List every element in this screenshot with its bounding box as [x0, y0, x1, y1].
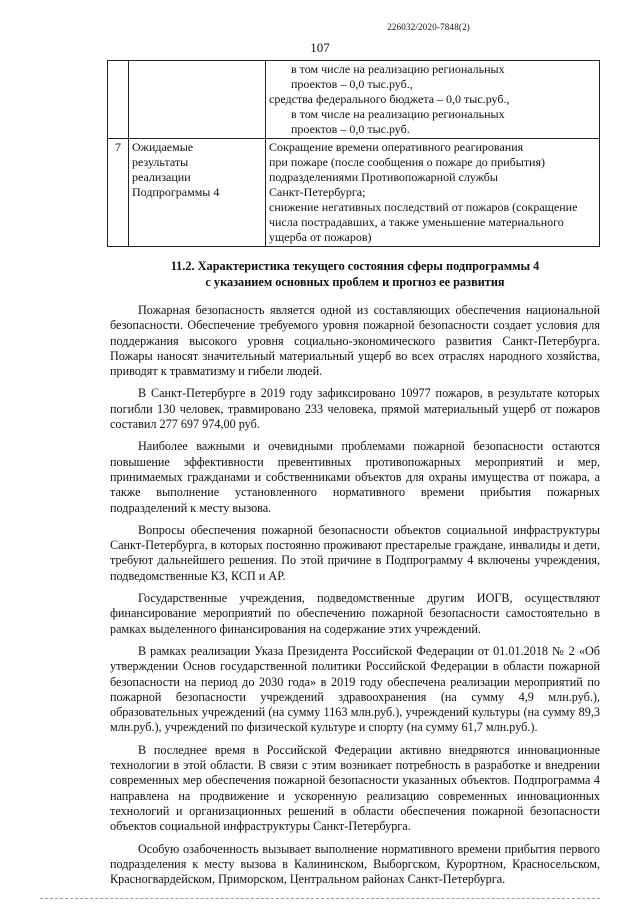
section-heading-line-2: с указанием основных проблем и прогноз ее развития: [205, 275, 505, 289]
cell-line: средства федерального бюджета – 0,0 тыс.руб.,: [269, 92, 510, 106]
table-cell-value: [266, 61, 600, 139]
page-number: 107: [310, 40, 330, 55]
section-heading: [110, 258, 600, 290]
table-cell-num: 7: [108, 139, 129, 247]
cell-line: в том числе на реализацию региональных: [291, 62, 505, 76]
cell-line: проектов – 0,0 тыс.руб.,: [291, 77, 413, 91]
paragraph: В рамках реализации Указа Президента Российской Федерации от 01.01.2018 № 2 «Об утверждении Основ государственной политики Российской Федерации в области пожарной безопасности на период до 2030 года» в 2019 году обеспечена реализации мероприятий по пожарной безопасности учреждений здравоохранения (на сумму 4,9 млн.руб.), образовательных учреждений (на сумму 1163 млн.руб.), учреждений культуры (на сумму 89,3 млн.руб.), учреждений по физической культуре и спорту (на сумму 61,7 млн.руб.).: [110, 643, 600, 735]
cell-line: подразделениями Противопожарной службы: [269, 170, 498, 184]
paragraph: Вопросы обеспечения пожарной безопасности объектов социальной инфраструктуры Санкт-Петербурга, в которых постоянно проживают престарелые граждане, инвалиды и дети, требуют дальнейшего решения. По этой причине в Подпрограмму 4 включены учреждения, подведомственные КЗ, КСП и АР.: [110, 522, 600, 583]
section-heading-line-1: 11.2. Характеристика текущего состояния сферы подпрограммы 4: [170, 259, 540, 273]
paragraph: В Санкт-Петербурге в 2019 году зафиксировано 10977 пожаров, в результате которых погибли 130 человек, травмировано 233 человека, прямой материальный ущерб от пожаров составил 277 697 974,00 руб.: [110, 386, 600, 432]
cell-line: ущерба от пожаров): [269, 230, 372, 244]
table-cell-label: [129, 139, 266, 247]
paragraph: Особую озабоченность вызывает выполнение нормативного времени прибытия первого подразделения к месту вызова в Калининском, Выборгском, Курортном, Красносельском, Красногвардейском, Приморском, Центральном районах Санкт-Петербурга.: [110, 841, 600, 887]
cell-line: при пожаре (после сообщения о пожаре до прибытия): [269, 155, 545, 169]
cell-line: в том числе на реализацию региональных: [291, 107, 505, 121]
table-cell-num: [108, 61, 129, 139]
subprogram-passport-table: [107, 60, 600, 247]
label-line: Ожидаемые: [132, 140, 194, 154]
paragraph: В последнее время в Российской Федерации активно внедряются инновационные технологии в этой области. В связи с этим возникает потребность в разработке и внедрении современных мер обеспечения пожарной безопасности указанных объектов. Подпрограмма 4 направлена на продвижение и ускоренную реализацию современных инновационных технологий и организационных решений в области обеспечения пожарной безопасности объектов социальной инфраструктуры Санкт-Петербурга.: [110, 742, 600, 834]
section-body: [110, 303, 600, 894]
table-cell-label: [129, 61, 266, 139]
paragraph: Пожарная безопасность является одной из составляющих обеспечения национальной безопасности. Обеспечение требуемого уровня пожарной безопасности создает условия для поддержания высокого уровня социально-экономического развития Санкт-Петербурга. Пожары наносят значительный материальный ущерб во всех отраслях народного хозяйства, приводят к травматизму и гибели людей.: [110, 303, 600, 379]
paragraph: Наиболее важными и очевидными проблемами пожарной безопасности остаются повышение эффективности превентивных противопожарных мероприятий и мер, принимаемых гражданами и собственниками объектов для охраны имущества от пожара, а также выполнение установленного нормативного времени прибытия пожарных подразделений к месту вызова.: [110, 439, 600, 515]
table-row: [108, 61, 600, 139]
paragraph: Государственные учреждения, подведомственные другим ИОГВ, осуществляют финансирование мероприятий по обеспечению пожарной безопасности самостоятельно в рамках выделенного финансирования на содержание этих учреждений.: [110, 591, 600, 636]
document-number: 226032/2020-7848(2): [387, 22, 470, 32]
cell-line: снижение негативных последствий от пожаров (сокращение: [269, 200, 578, 214]
label-line: результаты: [132, 155, 189, 169]
label-line: реализации: [132, 170, 191, 184]
label-line: Подпрограммы 4: [132, 185, 220, 199]
bottom-divider: [40, 898, 600, 899]
cell-line: Сокращение времени оперативного реагирования: [269, 140, 524, 154]
cell-line: проектов – 0,0 тыс.руб.: [291, 122, 410, 136]
cell-line: числа пострадавших, а также уменьшение материального: [269, 215, 564, 229]
table-row: [108, 139, 600, 247]
table-cell-value: [266, 139, 600, 247]
cell-line: Санкт-Петербурга;: [269, 185, 366, 199]
